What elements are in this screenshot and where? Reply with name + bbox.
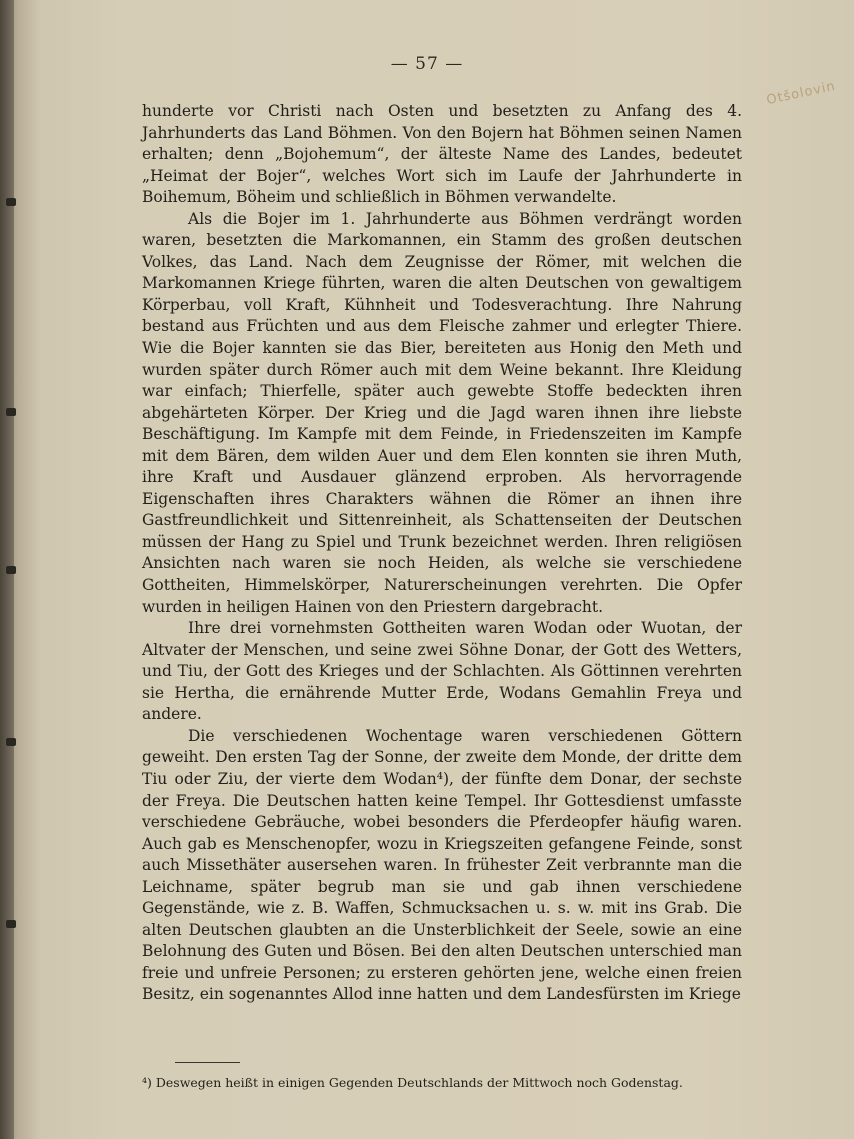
page-number: — 57 — [390, 54, 464, 74]
binding-stitch [6, 198, 16, 206]
footnote: ⁴) Deswegen heißt in einigen Gegenden Deutschlands der Mittwoch noch Godenstag. [142, 1075, 683, 1090]
paragraph: Die verschiedenen Wochentage waren verschiedenen Göttern geweiht. Den ersten Tag der Sonne, der zweite dem Monde, der dritte dem Tiu oder Ziu, der vierte dem Wodan⁴), der fünfte dem Donar, der sechste der Freya. Die Deutschen hatten keine Tempel. Ihr Gottesdienst umfasste verschiedene Gebräuche, wobei besonders die Pferdeopfer häufig waren. Auch gab es Menschenopfer, wozu in Kriegszeiten gefangene Feinde, sonst auch Missethäter ausersehen waren. In frühester Zeit verbrannte man die Leichname, später begrub man sie und gab ihnen verschiedene Gegenstände, wie z. B. Waffen, Schmucksachen u. s. w. mit ins Grab. Die alten Deutschen glaubten an die Unsterblichkeit der Seele, sowie an eine Belohnung des Guten und Bösen. Bei den alten Deutschen unterschied man freie und unfreie Personen; zu ersteren gehörten jene, welche einen freien Besitz, ein sogenanntes Allod inne hatten und dem Landesfürsten im Kriege [142, 726, 742, 1004]
binding-stitch [6, 738, 16, 746]
footnote-divider [175, 1062, 240, 1063]
binding-stitch [6, 408, 16, 416]
margin-handwritten-note: Otšolovin [765, 78, 837, 109]
binding-stitch [6, 566, 16, 574]
paragraph: hunderte vor Christi nach Osten und besetzten zu Anfang des 4. Jahrhunderts das Land Böhmen. Von den Bojern hat Böhmen seinen Namen erhalten; denn „Bojohemum“, der älteste Name des Landes, bedeutet „Heimat der Bojer“, welches Wort sich im Laufe der Jahrhunderte in Boihemum, Böheim und schließlich in Böhmen verwandelte. [142, 102, 742, 207]
paragraph: Ihre drei vornehmsten Gottheiten waren Wodan oder Wuotan, der Altvater der Menschen, und seine zwei Söhne Donar, der Gott des Wetters, und Tiu, der Gott des Krieges und der Schlachten. Als Göttinnen verehrten sie Hertha, die ernährende Mutter Erde, Wodans Gemahlin Freya und andere. [142, 619, 742, 724]
paragraph: Als die Bojer im 1. Jahrhunderte aus Böhmen verdrängt worden waren, besetzten die Markomannen, ein Stamm des großen deutschen Volkes, das Land. Nach dem Zeugnisse der Römer, mit welchen die Markomannen Kriege führten, waren die alten Deutschen von gewaltigem Körperbau, voll Kraft, Kühnheit und Todesverachtung. Ihre Nahrung bestand aus Früchten und aus dem Fleische zahmer und erlegter Thiere. Wie die Bojer kannten sie das Bier, bereiteten aus Honig den Meth und wurden später durch Römer auch mit dem Weine bekannt. Ihre Kleidung war einfach; Thierfelle, später auch gewebte Stoffe bedeckten ihren abgehärteten Körper. Der Krieg und die Jagd waren ihnen ihre liebste Beschäftigung. Im Kampfe mit dem Feinde, in Friedenszeiten im Kampfe mit dem Bären, dem wilden Auer und dem Elen konnten sie ihren Muth, ihre Kraft und Ausdauer glänzend erproben. Als hervorragende Eigenschaften ihres Charakters wähnen die Römer an ihnen ihre Gastfreundlichkeit und Sittenreinheit, als Schattenseiten der Deutschen müssen der Hang zu Spiel und Trunk bezeichnet werden. Ihren religiösen Ansichten nach waren sie noch Heiden, als welche sie verschiedene Gottheiten, Himmelskörper, Naturerscheinungen verehrten. Die Opfer wurden in heiligen Hainen von den Priestern dargebracht. [142, 209, 742, 616]
binding-stitch [6, 920, 16, 928]
body-text [142, 101, 742, 1006]
